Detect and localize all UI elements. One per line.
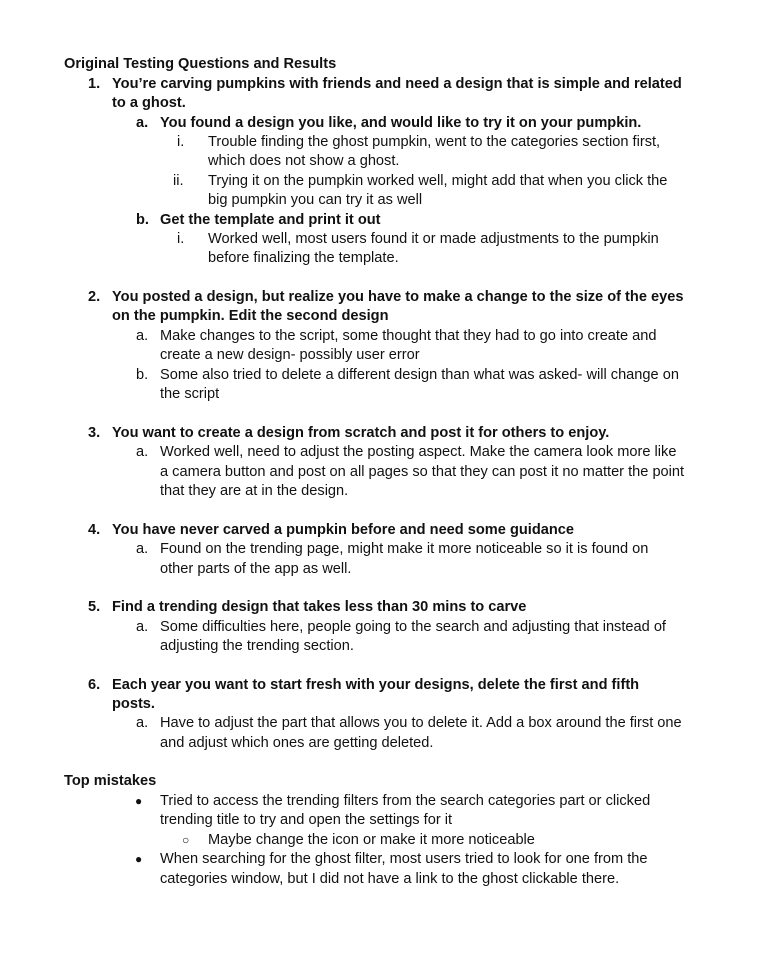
sub-question: You found a design you like, and would like to try it on your pumpkin.: [160, 115, 642, 131]
question-title: You’re carving pumpkins with friends and need a design that is simple and related: [112, 76, 682, 92]
bullet-icon: ●: [135, 794, 143, 808]
list-marker: a.: [136, 715, 149, 731]
list-marker: i.: [177, 134, 185, 150]
hollow-bullet-icon: ○: [182, 833, 190, 847]
result-text: Worked well, need to adjust the posting aspect. Make the camera look more like: [160, 444, 677, 460]
result-text: that they are at in the design.: [160, 483, 349, 499]
mistake-text: categories window, but I did not have a link to the ghost clickable there.: [160, 871, 620, 887]
result-text: Trouble finding the ghost pumpkin, went to the categories section first,: [208, 134, 661, 150]
result-text: which does not show a ghost.: [208, 153, 400, 169]
list-marker: ii.: [173, 173, 184, 189]
mistake-text: Tried to access the trending filters from the search categories part or clicked: [160, 793, 651, 809]
sub-question: Get the template and print it out: [160, 212, 381, 228]
question-title: on the pumpkin. Edit the second design: [112, 308, 389, 324]
result-text: Some difficulties here, people going to the search and adjusting that instead of: [160, 619, 666, 635]
question-title: You posted a design, but realize you have to make a change to the size of the eyes: [112, 289, 684, 305]
list-marker: a.: [136, 328, 149, 344]
question-number: 6.: [88, 677, 101, 693]
result-text: a camera button and post on all pages so that they can post it no matter the point: [160, 464, 685, 480]
mistake-text: trending title to try and open the settings for it: [160, 812, 453, 828]
question-title: You have never carved a pumpkin before and need some guidance: [112, 522, 575, 538]
question-number: 5.: [88, 599, 101, 615]
list-marker: a.: [136, 619, 149, 635]
question-number: 1.: [88, 76, 101, 92]
result-text: Found on the trending page, might make it more noticeable so it is found on: [160, 541, 649, 557]
list-marker: a.: [136, 115, 149, 131]
question-number: 2.: [88, 289, 101, 305]
bullet-icon: ●: [135, 852, 143, 866]
result-text: Have to adjust the part that allows you to delete it. Add a box around the first one: [160, 715, 682, 731]
result-text: other parts of the app as well.: [160, 561, 352, 577]
result-text: Make changes to the script, some thought that they had to go into create and: [160, 328, 657, 344]
list-marker: a.: [136, 444, 149, 460]
result-text: before finalizing the template.: [208, 250, 399, 266]
mistake-subtext: Maybe change the icon or make it more noticeable: [208, 832, 535, 848]
question-number: 3.: [88, 425, 101, 441]
list-marker: a.: [136, 541, 149, 557]
mistake-text: When searching for the ghost filter, most users tried to look for one from the: [160, 851, 648, 867]
result-text: and adjust which ones are getting deleted.: [160, 735, 434, 751]
result-text: Worked well, most users found it or made adjustments to the pumpkin: [208, 231, 659, 247]
result-text: big pumpkin you can try it as well: [208, 192, 423, 208]
result-text: adjusting the trending section.: [160, 638, 354, 654]
result-text: create a new design- possibly user error: [160, 347, 420, 363]
list-marker: b.: [136, 212, 149, 228]
question-number: 4.: [88, 522, 101, 538]
question-title: Find a trending design that takes less than 30 mins to carve: [112, 599, 527, 615]
result-text: Trying it on the pumpkin worked well, might add that when you click the: [208, 173, 668, 189]
document-heading: Original Testing Questions and Results: [64, 56, 337, 72]
result-text: Some also tried to delete a different design than what was asked- will change on: [160, 367, 679, 383]
question-title: You want to create a design from scratch and post it for others to enjoy.: [112, 425, 610, 441]
question-title: posts.: [112, 696, 155, 712]
result-text: the script: [160, 386, 220, 402]
list-marker: i.: [177, 231, 185, 247]
question-title: to a ghost.: [112, 95, 186, 111]
section-heading: Top mistakes: [64, 773, 157, 789]
question-title: Each year you want to start fresh with your designs, delete the first and fifth: [112, 677, 640, 693]
list-marker: b.: [136, 367, 149, 383]
